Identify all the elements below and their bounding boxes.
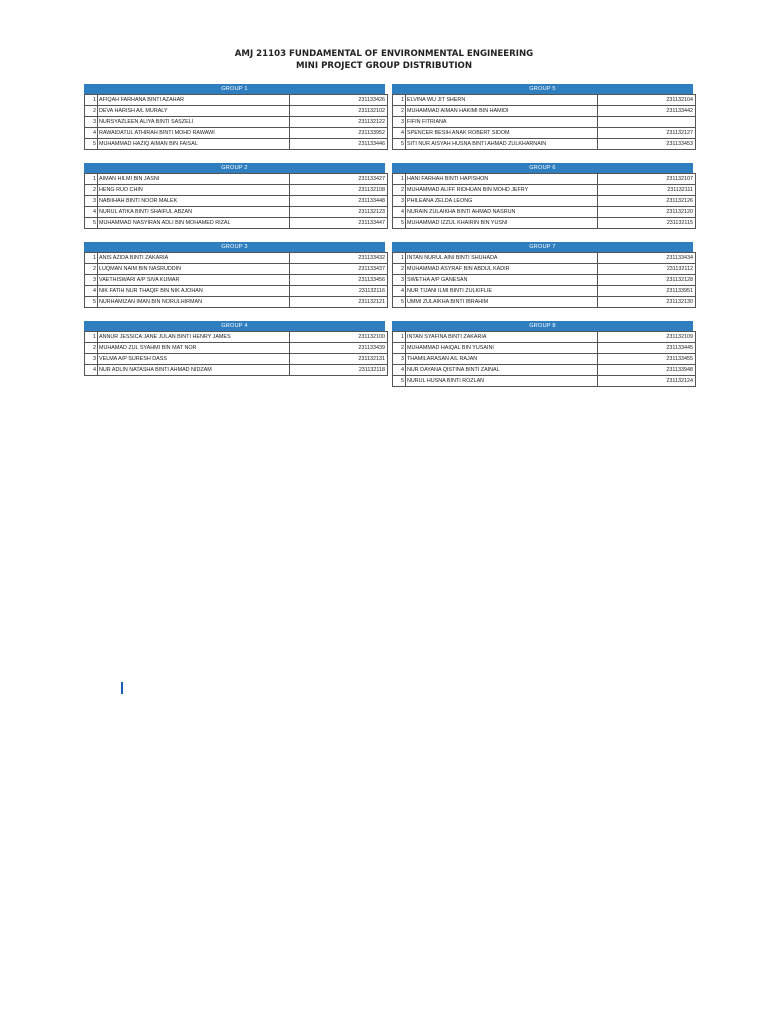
member-id: 231132123	[290, 207, 388, 218]
table-row	[85, 354, 388, 365]
member-name: NURUL HUSNA BINTI ROZLAN	[406, 376, 598, 387]
group-header: GROUP 4	[84, 321, 385, 331]
table-row	[393, 253, 696, 264]
table-row	[85, 365, 388, 376]
member-table	[392, 94, 696, 150]
member-name: AIMAN HILMI BIN JASNI	[98, 174, 290, 185]
member-id: 231132107	[598, 174, 696, 185]
title-line-1: AMJ 21103 FUNDAMENTAL OF ENVIRONMENTAL ENGINEERING	[234, 49, 534, 59]
table-row	[393, 275, 696, 286]
member-table	[84, 173, 388, 229]
member-name: MUHAMMAD AIMAN HAKIMI BIN HAMIDI	[406, 106, 598, 117]
member-table	[392, 331, 696, 387]
member-number: 3	[85, 354, 98, 365]
member-name: NUR DAYANA QISTINA BINTI ZAINAL	[406, 365, 598, 376]
member-id: 231133437	[290, 264, 388, 275]
member-id: 231132126	[598, 196, 696, 207]
member-name: MUHAMMAD ASYRAF BIN ABDUL KADIR	[406, 264, 598, 275]
title-line-2: MINI PROJECT GROUP DISTRIBUTION	[295, 61, 473, 71]
member-name: UMMI ZULAIKHA BINTI IBRAHIM	[406, 297, 598, 308]
table-row	[393, 207, 696, 218]
group-table	[392, 163, 693, 229]
member-id: 231133948	[598, 365, 696, 376]
group-table	[84, 84, 385, 150]
table-row	[85, 139, 388, 150]
member-name: NUR ADLIN NATASHA BINTI AHMAD NIDZAM	[98, 365, 290, 376]
group-header: GROUP 2	[84, 163, 385, 173]
member-number: 1	[393, 253, 406, 264]
member-number: 5	[85, 139, 98, 150]
member-number: 4	[85, 365, 98, 376]
group-table	[84, 321, 385, 376]
group-header: GROUP 6	[392, 163, 693, 173]
table-row	[393, 106, 696, 117]
member-name: DEVA HARISH A/L MURALY	[98, 106, 290, 117]
member-id: 231133445	[598, 343, 696, 354]
left-column	[84, 84, 385, 389]
member-number: 2	[85, 264, 98, 275]
member-name: MUHAMMAD HAIQAL BIN YUSAINI	[406, 343, 598, 354]
member-name: MUHAMMAD HAZIQ AIMAN BIN FAISAL	[98, 139, 290, 150]
member-id: 231132100	[290, 332, 388, 343]
member-id: 231132120	[598, 207, 696, 218]
member-id: 231133951	[598, 286, 696, 297]
member-name: ANNUR JESSICA JANE JULAN BINTI HENRY JAMES	[98, 332, 290, 343]
member-number: 3	[393, 275, 406, 286]
member-number: 2	[393, 264, 406, 275]
member-number: 5	[393, 139, 406, 150]
member-number: 4	[393, 286, 406, 297]
table-row	[393, 95, 696, 106]
member-id: 231132127	[598, 128, 696, 139]
member-number: 3	[393, 117, 406, 128]
document-title	[0, 48, 768, 72]
member-number: 4	[85, 286, 98, 297]
member-id: 231132130	[598, 297, 696, 308]
table-row	[85, 275, 388, 286]
table-row	[85, 218, 388, 229]
table-row	[85, 253, 388, 264]
member-number: 1	[85, 95, 98, 106]
member-id: 231132122	[290, 117, 388, 128]
table-row	[393, 264, 696, 275]
member-id	[598, 117, 696, 128]
member-id: 231133439	[290, 343, 388, 354]
member-number: 5	[85, 297, 98, 308]
member-number: 2	[85, 106, 98, 117]
member-id: 231133456	[290, 275, 388, 286]
member-id: 231132108	[290, 185, 388, 196]
member-name: PHILEANA ZELDA LEONG	[406, 196, 598, 207]
member-id: 231132131	[290, 354, 388, 365]
member-number: 3	[85, 196, 98, 207]
right-column	[392, 84, 693, 400]
table-row	[85, 332, 388, 343]
table-row	[393, 332, 696, 343]
member-table	[392, 252, 696, 308]
member-number: 4	[393, 128, 406, 139]
member-number: 5	[393, 218, 406, 229]
member-name: NURHAMIZAN IMAN BIN NORULHIRMAN	[98, 297, 290, 308]
member-id: 231133446	[290, 139, 388, 150]
table-row	[85, 185, 388, 196]
table-row	[393, 354, 696, 365]
table-row	[85, 343, 388, 354]
member-number: 2	[393, 343, 406, 354]
member-name: NUR TIJANI ILMI BINTI ZULKIFLIE	[406, 286, 598, 297]
group-header: GROUP 1	[84, 84, 385, 94]
member-name: AFIQAH FARHANA BINTI AZAHAR	[98, 95, 290, 106]
member-name: HANI FARHAH BINTI HAPISHON	[406, 174, 598, 185]
member-table	[84, 331, 388, 376]
member-id: 231133952	[290, 128, 388, 139]
group-table	[392, 84, 693, 150]
member-number: 4	[85, 128, 98, 139]
member-name: RAWAIDATUL ATHIRAH BINTI MOHD RAWAWI	[98, 128, 290, 139]
member-number: 4	[393, 207, 406, 218]
member-name: MUHAMAD ZUL SYAHMI BIN MAT NOR	[98, 343, 290, 354]
table-row	[393, 185, 696, 196]
group-table	[392, 242, 693, 308]
member-name: ELVINA WU JIT SHERN	[406, 95, 598, 106]
member-id: 231132102	[290, 106, 388, 117]
member-number: 4	[85, 207, 98, 218]
member-id: 231133448	[290, 196, 388, 207]
group-header: GROUP 8	[392, 321, 693, 331]
member-id: 231132111	[598, 185, 696, 196]
member-name: MUHAMMAD NASYIRAN ADLI BIN MOHAMED RIZAL	[98, 218, 290, 229]
table-row	[393, 128, 696, 139]
member-number: 3	[393, 354, 406, 365]
member-id: 231132109	[598, 332, 696, 343]
group-table	[84, 242, 385, 308]
member-name: NIK FATIH NUR THAQIF BIN NIK AJOHAN	[98, 286, 290, 297]
member-number: 2	[85, 185, 98, 196]
group-header: GROUP 5	[392, 84, 693, 94]
member-id: 231132118	[290, 365, 388, 376]
member-number: 5	[393, 297, 406, 308]
member-name: INTAN NURUL AINI BINTI SHUHADA	[406, 253, 598, 264]
member-number: 3	[393, 196, 406, 207]
member-name: INTAN SYAFINA BINTI ZAKARIA	[406, 332, 598, 343]
member-name: VELMA A/P SURESH DASS	[98, 354, 290, 365]
table-row	[85, 128, 388, 139]
table-row	[85, 286, 388, 297]
table-row	[393, 117, 696, 128]
member-number: 1	[85, 174, 98, 185]
table-row	[393, 343, 696, 354]
member-name: MUHAMMAD IZZUL KHAIRIN BIN YUSNI	[406, 218, 598, 229]
member-name: SPENCER BESIH ANAK ROBERT SIDOM	[406, 128, 598, 139]
table-row	[393, 218, 696, 229]
member-number: 1	[393, 332, 406, 343]
member-name: NABIIHAH BINTI NOOR MALEK	[98, 196, 290, 207]
member-table	[84, 252, 388, 308]
member-name: NURAIN ZULAIKHA BINTI AHMAD NASRUN	[406, 207, 598, 218]
table-row	[393, 139, 696, 150]
table-row	[85, 196, 388, 207]
member-id: 231132104	[598, 95, 696, 106]
member-name: SWETHA A/P GANESAN	[406, 275, 598, 286]
member-name: MUHAMMAD ALIFF RIDHUAN BIN MOHD JEFRY	[406, 185, 598, 196]
table-row	[393, 365, 696, 376]
member-id: 231132112	[598, 264, 696, 275]
member-number: 1	[393, 174, 406, 185]
member-id: 231132116	[290, 286, 388, 297]
member-id: 231132128	[598, 275, 696, 286]
member-id: 231133426	[290, 95, 388, 106]
member-number: 1	[393, 95, 406, 106]
member-table	[392, 173, 696, 229]
member-id: 231133432	[290, 253, 388, 264]
member-table	[84, 94, 388, 150]
member-id: 231133447	[290, 218, 388, 229]
member-name: NURUL ATIKA BINTI SHAIFUL ABZAN	[98, 207, 290, 218]
table-row	[393, 196, 696, 207]
table-row	[85, 264, 388, 275]
table-row	[85, 117, 388, 128]
table-row	[85, 174, 388, 185]
member-name: ANIS AZIDA BINTI ZAKARIA	[98, 253, 290, 264]
member-number: 2	[393, 106, 406, 117]
member-number: 2	[85, 343, 98, 354]
member-number: 1	[85, 253, 98, 264]
member-number: 5	[393, 376, 406, 387]
member-id: 231133434	[598, 253, 696, 264]
member-name: LUQMAN NAIM BIN NASRUDDIN	[98, 264, 290, 275]
table-row	[393, 297, 696, 308]
text-cursor[interactable]	[121, 682, 123, 694]
table-row	[85, 106, 388, 117]
table-row	[393, 174, 696, 185]
member-id: 231133455	[598, 354, 696, 365]
group-header: GROUP 7	[392, 242, 693, 252]
member-number: 4	[393, 365, 406, 376]
table-row	[85, 207, 388, 218]
member-name: THAMILARASAN A/L RAJAN	[406, 354, 598, 365]
member-number: 1	[85, 332, 98, 343]
member-name: VAETHISWARI A/P SIVA KUMAR	[98, 275, 290, 286]
group-table	[392, 321, 693, 387]
member-number: 3	[85, 117, 98, 128]
group-table	[84, 163, 385, 229]
table-row	[393, 376, 696, 387]
member-id: 231132124	[598, 376, 696, 387]
member-number: 5	[85, 218, 98, 229]
member-name: FIFIN FITRIANA	[406, 117, 598, 128]
member-id: 231132115	[598, 218, 696, 229]
member-name: SITI NUR AISYAH HUSNA BINTI AHMAD ZULKHARNAIN	[406, 139, 598, 150]
member-number: 3	[85, 275, 98, 286]
member-id: 231133453	[598, 139, 696, 150]
group-header: GROUP 3	[84, 242, 385, 252]
member-id: 231133442	[598, 106, 696, 117]
table-row	[393, 286, 696, 297]
member-id: 231132121	[290, 297, 388, 308]
member-name: HENG RUO CHIN	[98, 185, 290, 196]
table-row	[85, 297, 388, 308]
member-id: 231133427	[290, 174, 388, 185]
table-row	[85, 95, 388, 106]
member-number: 2	[393, 185, 406, 196]
member-name: NURSYAZLEEN ALIYA BINTI SASZELI	[98, 117, 290, 128]
